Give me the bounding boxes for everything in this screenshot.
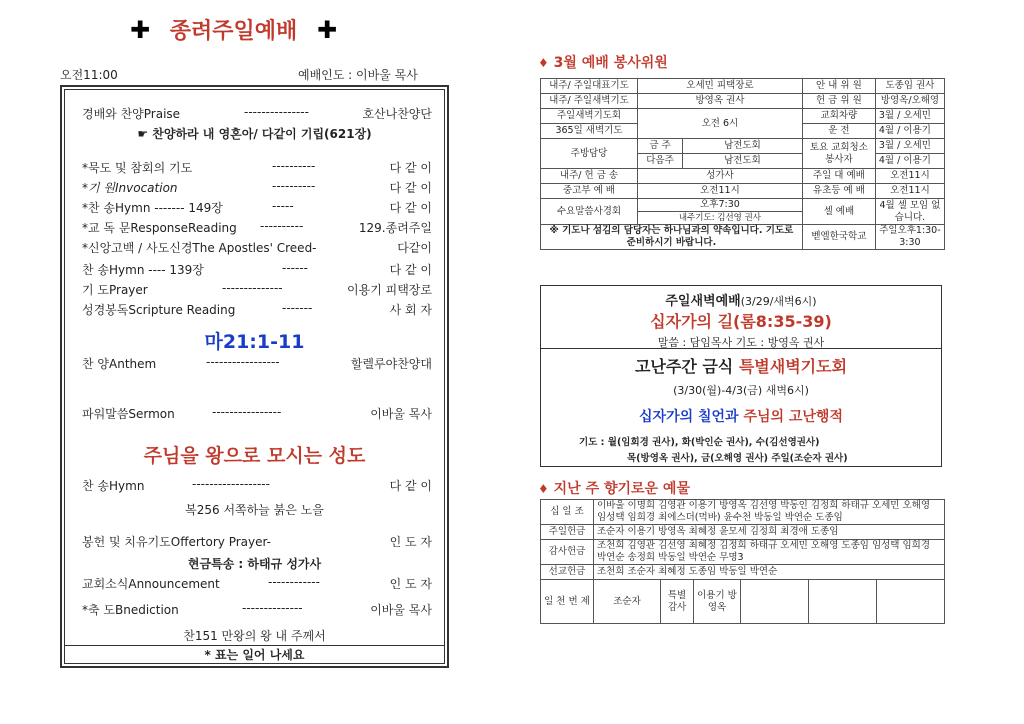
fasting-title bbox=[541, 354, 941, 377]
table-row bbox=[541, 580, 945, 624]
table-cell: 조천희 김영관 김선영 최혜정 김정희 하태규 오세민 오해영 도종임 임성택 임희경 박연순 송정희 박동일 박연순 무명3 bbox=[594, 540, 945, 565]
table-cell: 내주/ 주일새벽기도 bbox=[541, 94, 638, 109]
row-right: 이용기 피택장로 bbox=[347, 283, 432, 297]
row-dash: ------------------ bbox=[192, 477, 270, 491]
dawn-sermon: 십자가의 길(롬8:35-39) bbox=[650, 312, 832, 331]
row-label: 찬 송Hymn bbox=[82, 479, 145, 493]
table-row bbox=[541, 225, 945, 250]
table-cell bbox=[809, 580, 877, 624]
row-dash: ---------- bbox=[272, 179, 316, 193]
offerings-table bbox=[540, 499, 945, 624]
row-right: 다 같 이 bbox=[389, 161, 432, 175]
row-label: *찬 송Hymn ------- 149장 bbox=[82, 201, 223, 215]
row-dash: ----- bbox=[272, 199, 294, 213]
order-of-worship bbox=[60, 85, 449, 668]
row-dash: ---------- bbox=[272, 159, 316, 173]
table-cell: 운 전 bbox=[802, 124, 875, 139]
dawn-time: (3/29/새벽6시) bbox=[740, 295, 817, 308]
table-cell: 유초등 예 배 bbox=[802, 184, 875, 199]
dawn-title: 주일새벽예배 bbox=[665, 294, 741, 309]
order-row bbox=[82, 159, 432, 177]
table-cell: 중고부 예 배 bbox=[541, 184, 638, 199]
committee-title: 3월 예배 봉사위원 bbox=[553, 55, 668, 71]
table-row bbox=[541, 109, 945, 124]
theme-part2: 주님의 고난행적 bbox=[743, 409, 843, 425]
row-label: 찬 양Anthem bbox=[82, 357, 157, 371]
fasting-theme bbox=[541, 406, 941, 426]
table-cell: 조순자 bbox=[594, 580, 661, 624]
order-row bbox=[82, 477, 432, 495]
table-row bbox=[541, 139, 945, 154]
table-row bbox=[541, 199, 945, 225]
order-row bbox=[82, 105, 432, 123]
table-cell: 남전도회 bbox=[683, 139, 803, 154]
order-row bbox=[82, 239, 432, 257]
row-right: 다 같 이 bbox=[389, 479, 432, 493]
table-cell: 특별 감사 bbox=[661, 580, 694, 624]
table-cell bbox=[741, 580, 809, 624]
table-cell bbox=[638, 199, 803, 225]
row-right: 다 같 이 bbox=[389, 263, 432, 277]
row-label: 경배와 찬양Praise bbox=[82, 107, 181, 121]
table-cell: 벧엘한국학교 bbox=[802, 225, 875, 250]
dawn-preacher: 말씀 : 담임목사 기도 : 방영옥 권사 bbox=[657, 336, 825, 349]
dawn-service-box bbox=[540, 285, 942, 467]
table-cell: 이바울 이명희 김영관 이용기 방영옥 김선영 박동인 김정희 하태규 오세민 오해영 임성택 임희경 최에스더(먹바) 윤수천 박동일 박연순 도종임 bbox=[594, 500, 945, 525]
table-row bbox=[541, 500, 945, 525]
table-cell: 내주/ 헌 금 송 bbox=[541, 169, 638, 184]
table-cell: 365일 새벽기도 bbox=[541, 124, 638, 139]
table-cell: 이용기 방영옥 bbox=[694, 580, 741, 624]
row-label: 기 도Prayer bbox=[82, 283, 148, 297]
row-dash: ------------ bbox=[268, 575, 320, 589]
table-row bbox=[541, 184, 945, 199]
table-cell: 다음주 bbox=[638, 154, 683, 169]
theme-part1: 십자가의 칠언과 bbox=[639, 409, 744, 425]
row-dash: ---------------- bbox=[212, 405, 282, 419]
scripture-ref: 마21:1-11 bbox=[204, 331, 305, 353]
order-row bbox=[82, 199, 432, 217]
table-cell: 주일 대 예배 bbox=[802, 169, 875, 184]
row-label: 봉헌 및 치유기도Offertory Prayer- bbox=[82, 535, 271, 549]
order-note: ☛ 찬양하라 내 영혼아/ 다같이 기립(621장) bbox=[137, 127, 372, 141]
prayer-schedule: 목(방영옥 권사), 금(오해영 권사) 주일(조순자 권사) bbox=[627, 453, 848, 464]
table-cell: 오전11시 bbox=[875, 184, 944, 199]
table-cell: 내주/ 주일대표기도 bbox=[541, 79, 638, 94]
row-label: 성경봉독Scripture Reading bbox=[82, 303, 236, 317]
order-row bbox=[82, 601, 432, 619]
row-label: *교 독 문ResponseReading bbox=[82, 221, 237, 235]
row-right: 사 회 자 bbox=[389, 303, 432, 317]
cell-line: 내주기도: 김선영 권사 bbox=[638, 211, 802, 224]
row-dash: ---------- bbox=[260, 219, 304, 233]
table-cell: 오세민 피택장로 bbox=[638, 79, 803, 94]
row-label: *신앙고백 / 사도신경The Apostles' Creed- bbox=[82, 241, 317, 255]
title-text: 종려주일예배 bbox=[169, 19, 298, 44]
row-right: 인 도 자 bbox=[389, 535, 432, 549]
cross-icon: ✚ bbox=[316, 16, 338, 44]
row-label: 교회소식Announcement bbox=[82, 577, 220, 591]
row-right: 129.종려주일 bbox=[358, 221, 432, 235]
table-cell: 오전11시 bbox=[638, 184, 803, 199]
table-row bbox=[541, 565, 945, 580]
table-cell: 방영옥/오해영 bbox=[875, 94, 944, 109]
closing-hymn: 찬151 만왕의 왕 내 주께서 bbox=[183, 629, 326, 643]
table-cell: 도종임 권사 bbox=[875, 79, 944, 94]
table-cell: 일 천 번 제 bbox=[541, 580, 594, 624]
order-row bbox=[82, 355, 432, 373]
table-cell: 주방담당 bbox=[541, 139, 638, 169]
offerings-title: 지난 주 향기로운 예물 bbox=[553, 481, 690, 497]
table-cell bbox=[877, 580, 945, 624]
table-cell: 감사헌금 bbox=[541, 540, 594, 565]
row-right: 다 같 이 bbox=[389, 201, 432, 215]
order-row bbox=[82, 301, 432, 319]
offerings-heading bbox=[538, 478, 690, 498]
row-label: *묵도 및 참회의 기도 bbox=[82, 161, 193, 175]
table-cell: 3월 / 오세민 bbox=[875, 109, 944, 124]
row-dash: ------ bbox=[282, 261, 308, 275]
table-cell: ※ 기도나 섬김의 담당자는 하나님과의 약속입니다. 기도로 준비하시기 바랍니다. bbox=[541, 225, 803, 250]
diamond-icon: ♦ bbox=[538, 56, 549, 70]
offering-special: 현금특송 : 하태규 성가사 bbox=[187, 557, 322, 571]
hymn-note: 복256 서쪽하늘 붉은 노을 bbox=[185, 503, 324, 517]
committee-table bbox=[540, 78, 945, 250]
order-row bbox=[82, 575, 432, 593]
cell-line: 오후7:30 bbox=[700, 199, 740, 210]
order-row bbox=[82, 261, 432, 279]
row-dash: -------------- bbox=[242, 601, 303, 615]
table-cell: 3월 / 오세민 bbox=[875, 139, 944, 154]
table-cell: 4월 / 이용기 bbox=[875, 154, 944, 169]
table-cell: 방영옥 권사 bbox=[638, 94, 803, 109]
table-row bbox=[541, 540, 945, 565]
fasting-dates: (3/30(월)-4/3(금) 새벽6시) bbox=[673, 384, 809, 397]
fasting-event: 특별새벽기도회 bbox=[738, 357, 848, 376]
table-row bbox=[541, 525, 945, 540]
table-cell: 오전11시 bbox=[875, 169, 944, 184]
order-row bbox=[82, 219, 432, 237]
order-row bbox=[82, 281, 432, 299]
row-label: 파워말씀Sermon bbox=[82, 407, 175, 421]
table-cell: 주일헌금 bbox=[541, 525, 594, 540]
service-leader: 예배인도 : 이바울 목사 bbox=[298, 68, 418, 82]
row-label: 찬 송Hymn ---- 139장 bbox=[82, 263, 204, 277]
table-cell: 4월 / 이용기 bbox=[875, 124, 944, 139]
table-cell: 십 일 조 bbox=[541, 500, 594, 525]
row-right: 이바울 목사 bbox=[370, 603, 432, 617]
table-row bbox=[541, 169, 945, 184]
row-right: 인 도 자 bbox=[389, 577, 432, 591]
table-cell: 조순자 이용기 방영옥 최혜정 윤모세 김정희 최경애 도종임 bbox=[594, 525, 945, 540]
order-row bbox=[82, 533, 432, 551]
table-cell: 주일오후1:30-3:30 bbox=[875, 225, 944, 250]
order-row bbox=[82, 405, 432, 423]
committee-heading bbox=[538, 52, 668, 72]
row-right: 이바울 목사 bbox=[370, 407, 432, 421]
table-cell: 교회차량 bbox=[802, 109, 875, 124]
diamond-icon: ♦ bbox=[538, 482, 549, 496]
table-row bbox=[541, 79, 945, 94]
table-cell: 수요말씀사경회 bbox=[541, 199, 638, 225]
row-right: 다같이 bbox=[397, 241, 432, 255]
row-dash: -------------- bbox=[222, 281, 283, 295]
row-label: *기 원Invocation bbox=[82, 181, 178, 195]
prayer-schedule: 기도 : 월(임회경 권사), 화(박인순 권사), 수(김선영권사) bbox=[579, 437, 820, 448]
table-cell: 성가사 bbox=[638, 169, 803, 184]
table-cell: 금 주 bbox=[638, 139, 683, 154]
table-cell: 선교헌금 bbox=[541, 565, 594, 580]
row-right: 할렐루야찬양대 bbox=[350, 357, 432, 371]
standing-note: * 표는 일어 나세요 bbox=[64, 645, 445, 664]
table-cell: 헌 금 위 원 bbox=[802, 94, 875, 109]
table-cell: 셀 예배 bbox=[802, 199, 875, 225]
order-row bbox=[82, 179, 432, 197]
table-cell: 조천희 조순자 최혜정 도종임 박동일 박연순 bbox=[594, 565, 945, 580]
table-cell: 남전도회 bbox=[683, 154, 803, 169]
dawn-line1 bbox=[541, 290, 941, 309]
service-time: 오전11:00 bbox=[60, 68, 118, 82]
row-right: 호산나찬양단 bbox=[362, 107, 432, 121]
sermon-title: 주님을 왕으로 모시는 성도 bbox=[143, 445, 366, 467]
fasting-label: 고난주간 금식 bbox=[634, 357, 739, 376]
row-dash: ----------------- bbox=[206, 355, 280, 369]
table-cell: 주일새벽기도회 bbox=[541, 109, 638, 124]
table-cell: 오전 6시 bbox=[638, 109, 803, 139]
table-cell: 안 내 위 원 bbox=[802, 79, 875, 94]
row-label: *축 도Bnediction bbox=[82, 603, 179, 617]
row-right: 다 같 이 bbox=[389, 181, 432, 195]
row-dash: --------------- bbox=[244, 105, 309, 119]
table-row bbox=[541, 94, 945, 109]
row-dash: ------- bbox=[282, 301, 313, 315]
table-cell: 4월 셀 모임 없습니다. bbox=[875, 199, 944, 225]
cross-icon: ✚ bbox=[130, 16, 151, 44]
bulletin-title bbox=[130, 14, 370, 45]
table-cell: 토요 교회청소 봉사자 bbox=[802, 139, 875, 169]
